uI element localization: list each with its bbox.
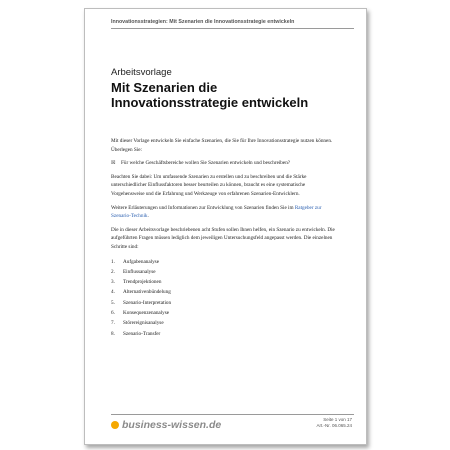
steps-intro-paragraph: Die in dieser Arbeitsvorlage beschriebenen acht Stufen sollen Ihnen helfen, ein Szenario zu entwickeln. Die aufgeführten Fragen müssen lediglich dem jeweiligen Untersuchungsfeld angepasst werden. Die einzelnen Schritte sind:	[111, 226, 335, 250]
logo-dot-icon	[111, 421, 119, 429]
reference-text: Weitere Erläuterungen und Informationen zur Entwicklung von Szenarien finden Sie im	[111, 204, 294, 211]
step-number: 4.	[111, 289, 115, 296]
checklist-item-text: Für welche Geschäftsbereiche wollen Sie Szenarien entwickeln und beschreiben?	[121, 160, 291, 167]
ratgeber-link[interactable]: Ratgeber zur Szenario-Technik	[111, 204, 322, 220]
step-label: Szenario-Interpretation	[123, 299, 172, 306]
step-number: 7.	[111, 320, 115, 327]
list-item	[111, 267, 337, 277]
intro-paragraph: Mit dieser Vorlage entwickeln Sie einfache Szenarien, die Sie für Ihre Innovationsstrategie nutzen können. Überlegen Sie:	[111, 138, 333, 153]
step-label: Alternativenbündelung	[123, 289, 171, 296]
step-number: 8.	[111, 330, 115, 337]
business-wissen-logo	[111, 419, 221, 431]
list-item	[111, 318, 337, 328]
list-item	[111, 257, 337, 267]
steps-list	[111, 257, 337, 339]
step-number: 5.	[111, 299, 115, 306]
step-number: 6.	[111, 310, 115, 317]
note-paragraph: Beachten Sie dabei: Um umfassende Szenarien zu erstellen und zu beschreiben und die Stärke unterschiedlicher Einflussfaktoren besser beurteilen zu können, braucht es eine systematische Vorgehensweise und die Erfahrung und Werkzeuge von erfahrenen Szenarien-Entwicklern.	[111, 173, 307, 197]
step-number: 1.	[111, 258, 115, 265]
step-number: 3.	[111, 279, 115, 286]
step-label: Konsequenzenanalyse	[123, 310, 170, 317]
page-meta	[316, 417, 352, 430]
page-number: Seite 1 von 17	[323, 417, 352, 422]
checklist-item	[111, 159, 337, 168]
reference-end: .	[147, 213, 149, 220]
step-label: Szenario-Transfer	[123, 330, 161, 337]
list-item	[111, 308, 337, 318]
document-title: Mit Szenarien die Innovationsstrategie entwickeln	[111, 80, 309, 110]
logo-text: business-wissen.de	[122, 419, 222, 431]
list-item	[111, 277, 337, 287]
reference-paragraph	[111, 204, 337, 221]
checkbox-icon: ☒	[111, 160, 116, 167]
step-number: 2.	[111, 268, 115, 275]
step-label: Aufgabenanalyse	[123, 258, 160, 265]
document-body	[111, 137, 337, 339]
document-subtitle: Arbeitsvorlage	[111, 67, 172, 78]
list-item	[111, 298, 337, 308]
article-number: Art.-Nr. 06.065.24	[316, 423, 352, 429]
step-label: Einflussanalyse	[123, 268, 156, 275]
step-label: Störereignisanalyse	[123, 320, 164, 327]
step-label: Trendprojektionen	[123, 279, 162, 286]
document-page	[84, 8, 367, 445]
running-header: Innovationsstrategien: Mit Szenarien die Innovationsstrategie entwickeln	[111, 19, 354, 29]
footer-divider	[111, 414, 354, 415]
list-item	[111, 329, 337, 339]
list-item	[111, 287, 337, 297]
